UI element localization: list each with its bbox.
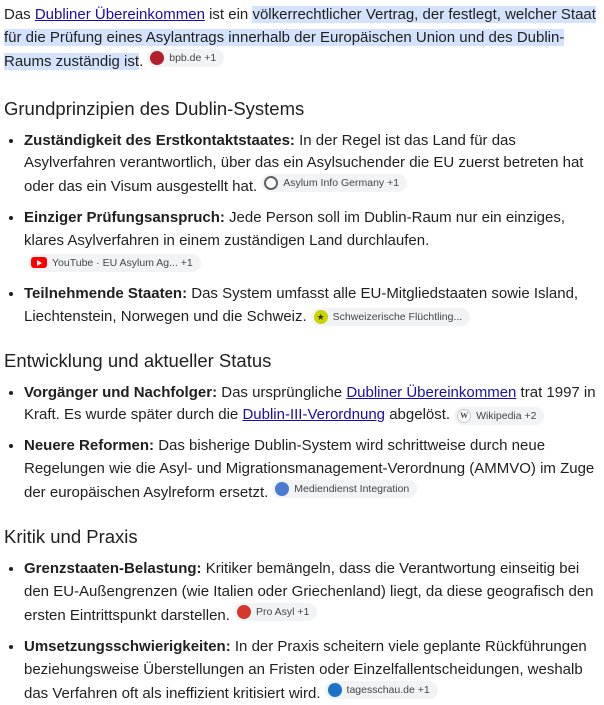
source-chip-label: Schweizerische Flüchtling... bbox=[332, 310, 463, 323]
source-chip-asylum-info[interactable] bbox=[261, 174, 407, 192]
source-chip-wikipedia[interactable] bbox=[454, 407, 544, 425]
item-text: Jede Person soll im Dublin-Raum nur ein einziges, klares Asylverfahren in einem zuständigen Land durchlaufen. bbox=[24, 209, 566, 249]
item-text: Das bisherige Dublin-System wird schrittweise durch neue Regelungen wie die Asyl- und Migrationsmanagement-Verordnung (AMMVO) im Zuge der europäischen Asylreform ersetzt. bbox=[24, 437, 595, 502]
link-dublin-iii-verordnung[interactable]: Dublin-III-Verordnung bbox=[242, 406, 386, 424]
item-text: abgelöst. bbox=[385, 406, 451, 424]
tagesschau-logo-icon bbox=[328, 683, 342, 697]
source-chip-pro-asyl[interactable] bbox=[234, 603, 317, 621]
item-text: In der Praxis scheitern viele geplante Rückführungen beziehungsweise Überstellungen an Fristen oder Einzelfallentscheidungen, weshalb das Verfahren oft als ineffizient kritisiert wird. bbox=[24, 638, 587, 702]
bpb-logo-icon bbox=[150, 51, 164, 65]
item-title: Einziger Prüfungsanspruch: bbox=[24, 209, 225, 227]
source-chip-fluechtlingshilfe[interactable] bbox=[311, 308, 471, 326]
wikipedia-icon: W bbox=[457, 409, 471, 423]
highlighted-answer: völkerrechtlicher Vertrag, der festlegt, welcher Staat für die Prüfung eines Asylantrags innerhalb der Europäischen Union und des Dublin-Raums zuständig ist bbox=[4, 6, 596, 70]
bullet-list bbox=[4, 382, 596, 504]
item-title: Neuere Reformen: bbox=[24, 437, 155, 455]
source-chip-label: Wikipedia +2 bbox=[476, 410, 537, 423]
item-text: Das ursprüngliche bbox=[217, 383, 347, 401]
mediendienst-logo-icon bbox=[275, 482, 289, 496]
intro-middle: ist ein bbox=[204, 6, 253, 23]
list-item bbox=[24, 636, 596, 705]
item-text: Das System umfasst alle EU-Mitgliedstaaten sowie Island, Liechtenstein, Norwegen und die Schweiz. bbox=[24, 285, 579, 325]
list-item bbox=[24, 207, 596, 274]
item-text: trat 1997 in Kraft. Es wurde später durch die bbox=[24, 383, 596, 424]
source-chip-youtube[interactable] bbox=[28, 254, 201, 272]
intro-suffix: . bbox=[139, 53, 144, 70]
bullet-list bbox=[4, 558, 596, 705]
star-logo-icon: ★ bbox=[314, 310, 328, 324]
source-chip-label: Asylum Info Germany +1 bbox=[283, 177, 400, 190]
source-chip-mediendienst[interactable] bbox=[272, 480, 417, 498]
bullet-list bbox=[4, 130, 596, 328]
item-title: Grenzstaaten-Belastung: bbox=[24, 560, 202, 578]
link-dubliner-uebereinkommen[interactable]: Dubliner Übereinkommen bbox=[346, 383, 517, 401]
list-item bbox=[24, 435, 596, 504]
list-item bbox=[24, 130, 596, 199]
asylum-info-logo-icon bbox=[264, 176, 278, 190]
source-chip-label: tagesschau.de +1 bbox=[346, 683, 430, 696]
source-chip-label: YouTube · EU Asylum Ag... +1 bbox=[52, 256, 193, 269]
section-heading: Grundprinzipien des Dublin-Systems bbox=[4, 97, 305, 119]
link-dubliner-uebereinkommen[interactable]: Dubliner Übereinkommen bbox=[34, 6, 205, 23]
source-chip-label: Mediendienst Integration bbox=[294, 483, 410, 496]
source-chip-tagesschau[interactable] bbox=[325, 681, 438, 699]
intro-prefix: Das bbox=[4, 6, 35, 23]
pro-asyl-logo-icon bbox=[237, 605, 251, 619]
item-title: Zuständigkeit des Erstkontaktstaates: bbox=[24, 131, 295, 149]
source-chip-label: bpb.de +1 bbox=[169, 52, 217, 64]
list-item bbox=[24, 283, 596, 328]
item-text: Kritiker bemängeln, dass die Verantwortung einseitig bei den EU-Außengrenzen (wie Italien oder Griechenland) liegt, da diese geografisch den ersten Eintrittspunkt darstellen. bbox=[24, 560, 594, 624]
youtube-icon bbox=[31, 257, 47, 268]
item-text: In der Regel ist das Land für das Asylverfahren verantwortlich, über das ein Asylsuchender die EU zuerst betreten hat oder das ein Visum ausgestellt hat. bbox=[24, 131, 584, 196]
item-title: Umsetzungsschwierigkeiten: bbox=[24, 638, 231, 656]
list-item bbox=[24, 558, 596, 627]
section-heading: Kritik und Praxis bbox=[4, 526, 138, 548]
item-title: Teilnehmende Staaten: bbox=[24, 285, 188, 303]
source-chip-bpb[interactable] bbox=[147, 49, 224, 67]
intro-paragraph bbox=[4, 4, 596, 74]
list-item bbox=[24, 382, 596, 427]
source-chip-label: Pro Asyl +1 bbox=[255, 605, 310, 618]
item-title: Vorgänger und Nachfolger: bbox=[24, 383, 218, 401]
section-heading: Entwicklung und aktueller Status bbox=[4, 349, 272, 371]
